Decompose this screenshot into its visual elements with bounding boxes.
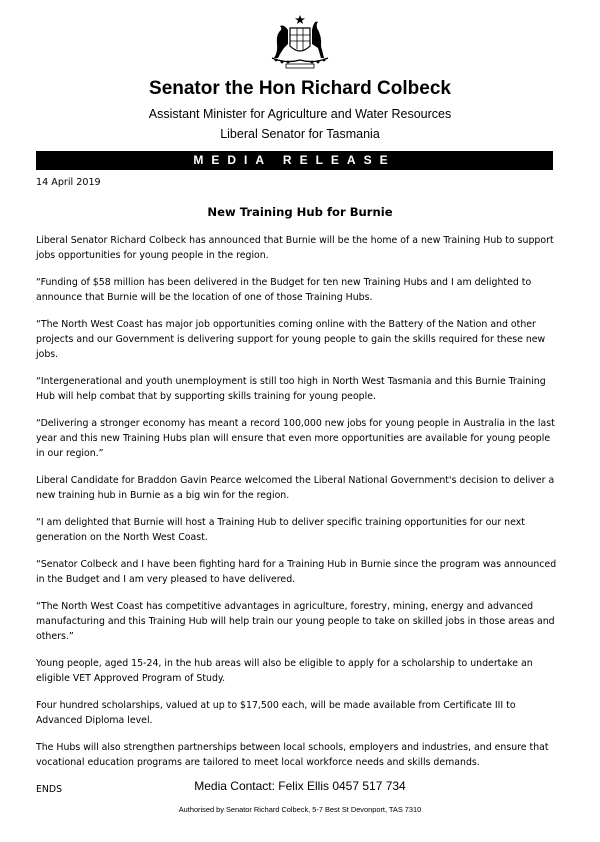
- paragraph: “Delivering a stronger economy has meant a record 100,000 new jobs for young people in Australia in the last year and this new Training Hubs plan will ensure that even more opportunities are available for young people in our region.”: [36, 418, 555, 459]
- paragraph: “Senator Colbeck and I have been fighting hard for a Training Hub in Burnie since the program was announced in the Budget and I am very pleased to have delivered.: [36, 559, 557, 585]
- ends-marker: ENDS: [36, 784, 63, 795]
- paragraph: The Hubs will also strengthen partnerships between local schools, employers and industries, and ensure that vocational education programs are tailored to meet local workforce needs and skills demands.: [36, 742, 549, 768]
- paragraph: Four hundred scholarships, valued at up to $17,500 each, will be made available from Certificate III to Advanced Diploma level.: [36, 700, 516, 726]
- paragraph: Young people, aged 15-24, in the hub areas will also be eligible to apply for a scholarship to undertake an eligible VET Approved Program of Study.: [36, 658, 533, 684]
- release-headline: New Training Hub for Burnie: [207, 205, 393, 219]
- paragraph: “Intergenerational and youth unemployment is still too high in North West Tasmania and this Burnie Training Hub will help combat that by supporting skills training for young people.: [36, 376, 546, 402]
- senator-affiliation: Liberal Senator for Tasmania: [220, 127, 380, 141]
- senator-role: Assistant Minister for Agriculture and Water Resources: [148, 107, 452, 121]
- paragraph: Liberal Candidate for Braddon Gavin Pearce welcomed the Liberal National Government's decision to deliver a new training hub in Burnie as a big win for the region.: [36, 475, 555, 501]
- coat-of-arms-icon: [266, 14, 334, 70]
- media-contact: Media Contact: Felix Ellis 0457 517 734: [194, 779, 406, 793]
- authorisation-line: Authorised by Senator Richard Colbeck, 5-7 Best St Devonport, TAS 7310: [178, 805, 422, 814]
- paragraph: “The North West Coast has major job opportunities coming online with the Battery of the Nation and other projects and our Government is delivering support for young people to gain the skills required for these new jobs.: [36, 319, 546, 360]
- release-body: [36, 233, 558, 809]
- paragraph: Liberal Senator Richard Colbeck has announced that Burnie will be the home of a new Training Hub to support jobs opportunities for young people in the region.: [36, 235, 554, 261]
- release-date: 14 April 2019: [36, 177, 101, 188]
- paragraph: “I am delighted that Burnie will host a Training Hub to deliver specific training opportunities for our next generation on the North West Coast.: [36, 517, 525, 543]
- senator-name: Senator the Hon Richard Colbeck: [149, 78, 451, 99]
- media-release-banner: MEDIA RELEASE: [36, 151, 553, 170]
- paragraph: “The North West Coast has competitive advantages in agriculture, forestry, mining, energy and advanced manufacturing and this Training Hub will help train our young people to take on skilled jobs in those areas and others.”: [36, 601, 555, 642]
- paragraph: “Funding of $58 million has been delivered in the Budget for ten new Training Hubs and I am delighted to announce that Burnie will be the location of one of those Training Hubs.: [36, 277, 532, 303]
